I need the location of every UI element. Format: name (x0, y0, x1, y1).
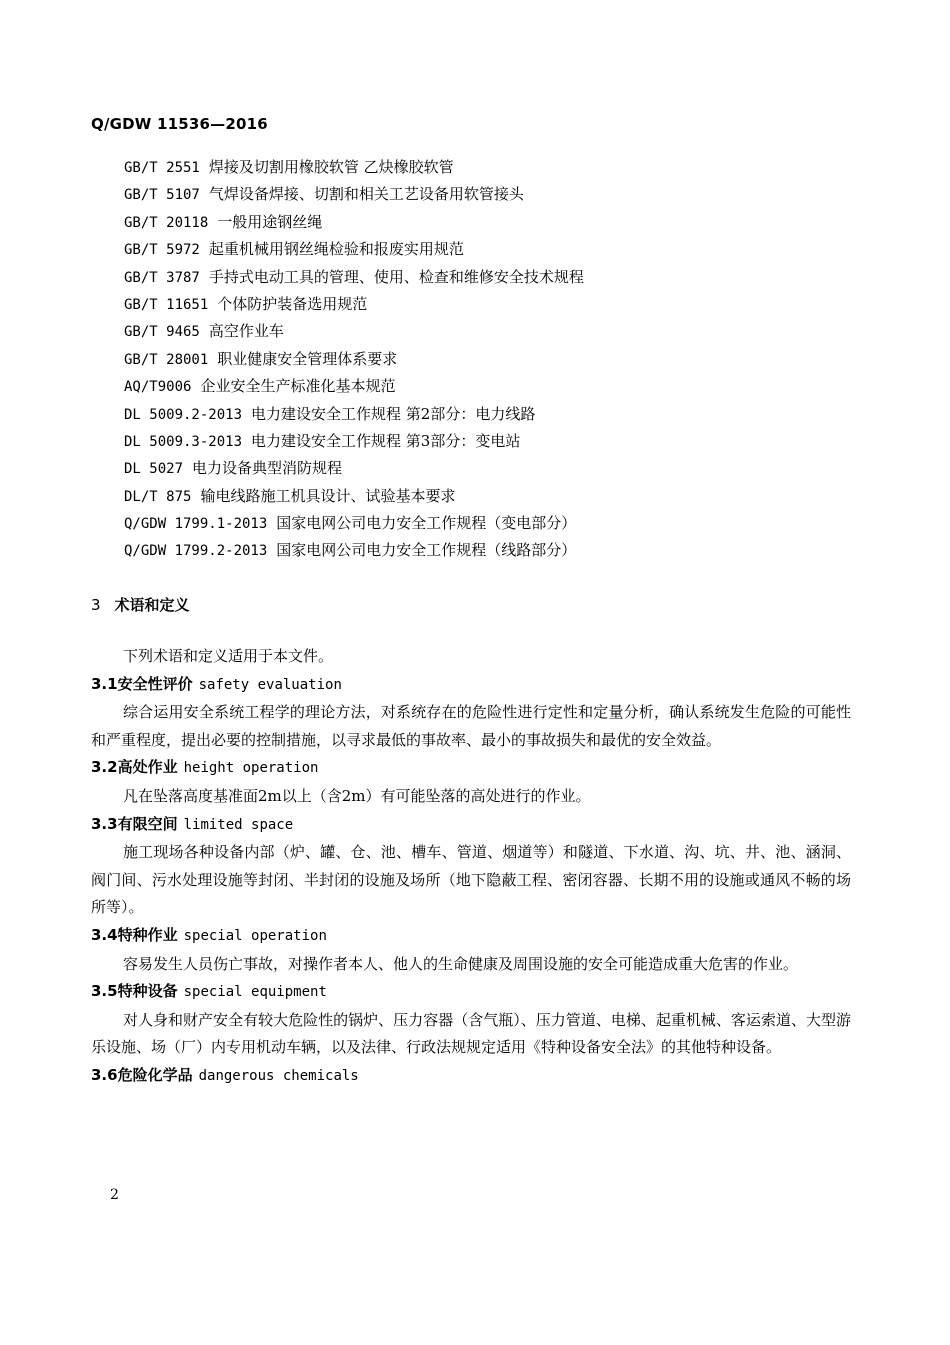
reference-code: DL 5027 (124, 461, 184, 478)
reference-title: 输电线路施工机具设计、试验基本要求 (200, 486, 456, 505)
term-definition: 综合运用安全系统工程学的理论方法，对系统存在的危险性进行定性和定量分析，确认系统发生危险的可能性和严重程度，提出必要的控制措施，以寻求最低的事故率、最小的事故损失和最优的安全效益。 (91, 703, 851, 749)
term-english: safety evaluation (198, 676, 342, 693)
document-id-header: Q/GDW 11536—2016 (91, 115, 268, 133)
section-number: 3 (91, 596, 101, 614)
reference-code: GB/T 20118 (124, 214, 209, 231)
reference-item (124, 181, 584, 208)
term-english: height operation (183, 760, 319, 777)
term-chinese: 高处作业 (117, 758, 178, 777)
reference-item (124, 264, 584, 291)
reference-item (124, 209, 584, 236)
reference-item (124, 318, 584, 345)
reference-code: Q/GDW 1799.1-2013 (124, 516, 268, 533)
reference-item (124, 154, 584, 181)
reference-code: GB/T 5107 (124, 187, 200, 204)
reference-item (124, 291, 584, 318)
term-chinese: 有限空间 (117, 814, 178, 833)
reference-title: 电力建设安全工作规程 第2部分：电力线路 (251, 404, 536, 423)
term-number: 3.1 (91, 674, 118, 693)
reference-code: AQ/T9006 (124, 379, 192, 396)
term-chinese: 特种作业 (117, 925, 178, 944)
term-chinese: 特种设备 (117, 982, 178, 1001)
reference-title: 国家电网公司电力安全工作规程（变电部分） (276, 514, 577, 533)
reference-title: 企业安全生产标准化基本规范 (200, 377, 396, 396)
term-definition: 施工现场各种设备内部（炉、罐、仓、池、槽车、管道、烟道等）和隧道、下水道、沟、坑、井、池、涵洞、阀门间、污水处理设施等封闭、半封闭的设施及场所（地下隐蔽工程、密闭容器、长期不用的设施或通风不畅的场所等）。 (91, 843, 851, 917)
term-english: dangerous chemicals (198, 1067, 359, 1084)
reference-title: 高空作业车 (208, 322, 284, 341)
reference-item (124, 373, 584, 400)
reference-code: GB/T 9465 (124, 324, 200, 341)
reference-item (124, 428, 584, 455)
term-english: limited space (183, 816, 294, 833)
reference-title: 电力设备典型消防规程 (192, 459, 343, 478)
reference-title: 气焊设备焊接、切割和相关工艺设备用软管接头 (208, 185, 524, 204)
reference-code: GB/T 11651 (124, 296, 209, 313)
term-heading (91, 922, 851, 951)
term-definition: 凡在坠落高度基准面2m以上（含2m）有可能坠落的高处进行的作业。 (123, 786, 591, 805)
reference-title: 个体防护装备选用规范 (217, 294, 368, 313)
term-heading (91, 754, 851, 783)
reference-code: DL 5009.2-2013 (124, 406, 243, 423)
reference-item (124, 483, 584, 510)
term-number: 3.4 (91, 925, 118, 944)
term-english: special equipment (183, 984, 327, 1001)
term-chinese: 安全性评价 (117, 674, 193, 693)
reference-code: GB/T 28001 (124, 351, 209, 368)
term-number: 3.6 (91, 1065, 118, 1084)
reference-code: GB/T 2551 (124, 160, 200, 176)
reference-title: 起重机械用钢丝绳检验和报废实用规范 (208, 240, 464, 259)
reference-code: GB/T 5972 (124, 242, 200, 259)
term-heading (91, 671, 851, 700)
section-heading (91, 594, 190, 615)
reference-code: DL 5009.3-2013 (124, 433, 243, 450)
term-english: special operation (183, 927, 327, 944)
term-number: 3.2 (91, 758, 118, 777)
reference-title: 国家电网公司电力安全工作规程（线路部分） (276, 541, 577, 560)
reference-item (124, 537, 584, 564)
reference-title: 手持式电动工具的管理、使用、检查和维修安全技术规程 (208, 267, 584, 286)
normative-references-list (124, 154, 584, 565)
term-heading (91, 1062, 851, 1091)
term-number: 3.3 (91, 814, 118, 833)
term-heading (91, 811, 851, 840)
terms-body (91, 643, 851, 1091)
reference-item (124, 401, 584, 428)
reference-code: GB/T 3787 (124, 269, 200, 286)
term-heading (91, 978, 851, 1007)
term-number: 3.5 (91, 982, 118, 1001)
reference-title: 电力建设安全工作规程 第3部分：变电站 (251, 431, 521, 450)
reference-item (124, 346, 584, 373)
reference-title: 一般用途钢丝绳 (217, 212, 323, 231)
reference-item (124, 236, 584, 263)
terms-list (91, 671, 851, 1091)
reference-title: 焊接及切割用橡胶软管 乙炔橡胶软管 (208, 158, 454, 176)
section-intro: 下列术语和定义适用于本文件。 (123, 647, 334, 665)
page-number: 2 (110, 1187, 119, 1203)
term-definition: 对人身和财产安全有较大危险性的锅炉、压力容器（含气瓶）、压力管道、电梯、起重机械、客运索道、大型游乐设施、场（厂）内专用机动车辆，以及法律、行政法规规定适用《特种设备安全法》的其他特种设备。 (91, 1010, 851, 1057)
reference-item (124, 455, 584, 482)
term-chinese: 危险化学品 (117, 1065, 193, 1084)
section-title: 术语和定义 (114, 596, 190, 614)
reference-code: Q/GDW 1799.2-2013 (124, 543, 268, 560)
reference-title: 职业健康安全管理体系要求 (217, 349, 398, 368)
reference-code: DL/T 875 (124, 488, 192, 505)
term-definition: 容易发生人员伤亡事故，对操作者本人、他人的生命健康及周围设施的安全可能造成重大危害的作业。 (123, 954, 799, 973)
reference-item (124, 510, 584, 537)
